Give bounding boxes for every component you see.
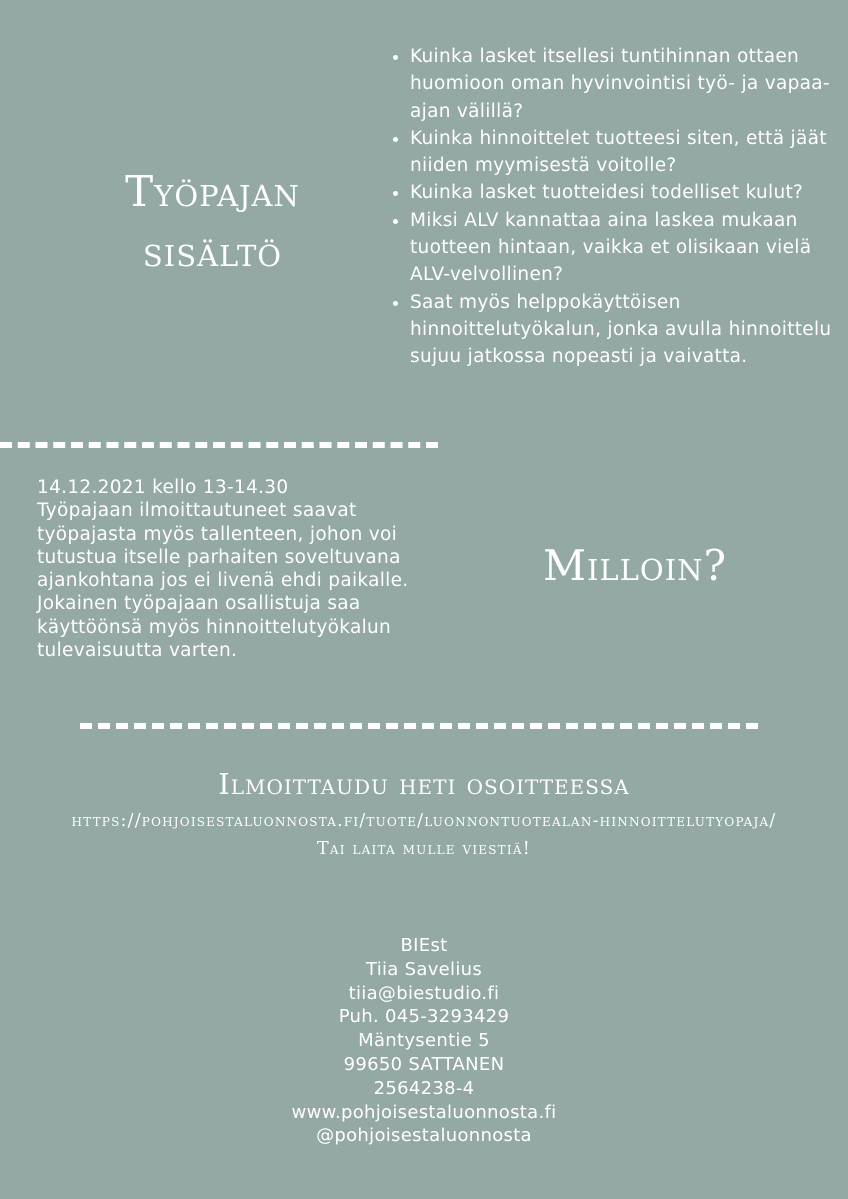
- company-name: BIEst: [400, 935, 448, 956]
- content-bullet-list: [378, 43, 848, 371]
- list-item: • Kuinka hinnoittelet tuotteesi siten, että jäät niiden myymisestä voitolle?: [410, 125, 848, 180]
- website-link[interactable]: www.pohjoisestaluonnosta.fi: [291, 1101, 557, 1123]
- when-title: Milloin?: [542, 541, 728, 590]
- contact-phone: Puh. 045-3293429: [338, 1006, 510, 1028]
- dashed-divider: [0, 442, 438, 448]
- business-id: 2564238-4: [373, 1077, 475, 1099]
- date-line: 14.12.2021 kello 13-14.30: [37, 477, 289, 498]
- dashed-divider: [80, 723, 758, 729]
- when-description: Työpajaan ilmoittautuneet saavat työpajasta myös tallenteen, johon voi tutustua itselle parhaiten soveltuvana ajankohtana jos ei livenä ehdi paikalle. Jokainen työpajaan osallistuja saa käyttöönsä myös hinnoittelutyökalun tulevaisuutta varten.: [37, 500, 409, 662]
- social-handle[interactable]: @pohjoisestaluonnosta: [316, 1125, 532, 1147]
- contact-postal: 99650 SATTANEN: [343, 1053, 505, 1075]
- list-item: • Saat myös helppokäyttöisen hinnoittelutyökalun, jonka avulla hinnoittelu sujuu jatkossa nopeasti ja vaivatta.: [410, 289, 848, 371]
- list-item: • Kuinka lasket tuotteidesi todelliset kulut?: [410, 179, 848, 206]
- signup-note: Tai laita mulle viestiä!: [317, 839, 531, 859]
- when-details: [37, 476, 457, 662]
- signup-heading: Ilmoittaudu heti osoitteessa: [218, 767, 630, 801]
- contact-email[interactable]: tiia@biestudio.fi: [348, 982, 500, 1004]
- contact-street: Mäntysentie 5: [358, 1030, 490, 1052]
- contact-name: Tiia Savelius: [365, 958, 483, 980]
- signup-url[interactable]: https://pohjoisestaluonnosta.fi/tuote/luonnontuotealan-hinnoittelutyopaja/: [71, 811, 777, 831]
- signup-section: [0, 765, 848, 863]
- list-item: • Kuinka lasket itsellesi tuntihinnan ottaen huomioon oman hyvinvointisi työ- ja vapaa-ajan välillä?: [410, 43, 848, 125]
- contact-info: [0, 934, 848, 1148]
- list-item: • Miksi ALV kannattaa aina laskea mukaan tuotteen hintaan, vaikka et olisikaan vielä ALV-velvollinen?: [410, 207, 848, 289]
- content-title: Työpajan sisältö: [125, 167, 300, 276]
